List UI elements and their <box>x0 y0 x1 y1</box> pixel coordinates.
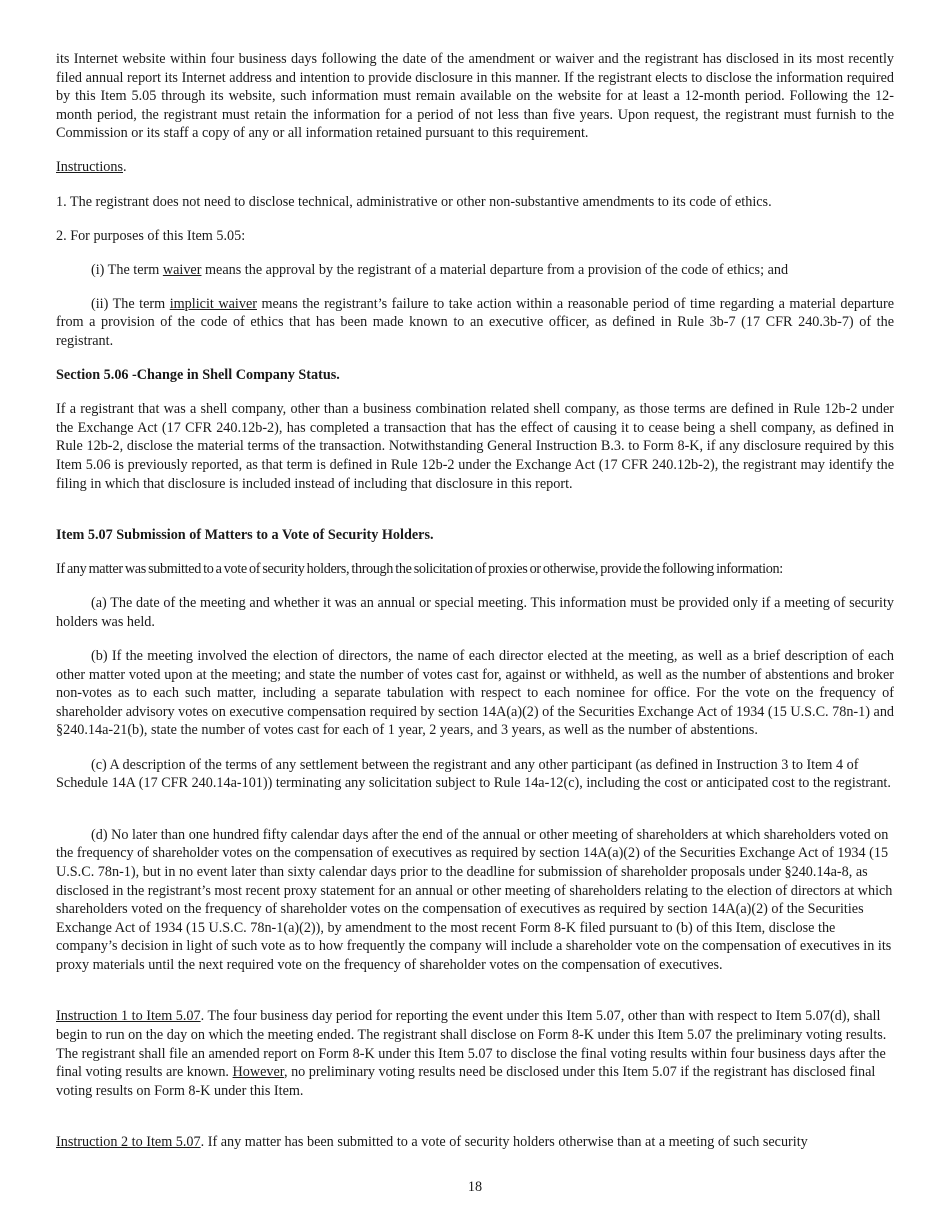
instruction-2-text: . If any matter has been submitted to a vote of security holders otherwise than at a meeting of such security <box>200 1134 808 1151</box>
item-507-lead: If any matter was submitted to a vote of security holders, through the solicitation of proxies or otherwise, provide the following information: <box>56 561 783 578</box>
item-507-a: (a) The date of the meeting and whether it was an annual or special meeting. This information must be provided only if a meeting of security holders was held. <box>56 595 894 630</box>
instruction-1: 1. The registrant does not need to disclose technical, administrative or other non-substantive amendments to its code of ethics. <box>56 193 772 210</box>
instruction-2: 2. For purposes of this Item 5.05: <box>56 227 246 244</box>
instruction-2-label: Instruction 2 to Item 5.07 <box>56 1134 201 1151</box>
section-506-body: If a registrant that was a shell company, other than a business combination related shell company, as those terms are defined in Rule 12b-2 under the Exchange Act (17 CFR 240.12b-2), has completed a transaction that has the effect of causing it to cease being a shell company, as defined in Rule 12b-2, disclose the material terms of the transaction. Notwithstanding General Instruction B.3. to Form 8-K, if any disclosure required by this Item 5.06 is previously reported, as that term is defined in Rule 12b-2 under the Exchange Act (17 CFR 240.12b-2), the registrant may identify the filing in which that disclosure is included instead of including that disclosure in this report. <box>56 401 894 492</box>
instructions-heading <box>56 158 894 177</box>
item-507-d: (d) No later than one hundred fifty calendar days after the end of the annual or other meeting of shareholders at which shareholders voted on the frequency of shareholder votes on the compensation of executives as required by section 14A(a)(2) of the Securities Exchange Act of 1934 (15 U.S.C. 78n-1), but in no event later than sixty calendar days prior to the deadline for submission of shareholder proposals under §240.14a-8, as disclosed in the registrant’s most recent proxy statement for an annual or other meeting of shareholders relating to the election of directors at which shareholders voted on the frequency of shareholder votes on the compensation of executives as required by section 14A(a)(2) of the Securities Exchange Act of 1934 (15 U.S.C. 78n-1(a)(2)), by amendment to the most recent Form 8-K filed pursuant to (b) of this Item, disclose the company’s decision in light of such vote as to how frequently the company will include a shareholder vote on the compensation of executives in its proxy materials until the next required vote on the frequency of shareholder votes on the compensation of executives. <box>56 826 893 973</box>
item-507-b: (b) If the meeting involved the election of directors, the name of each director elected at the meeting, as well as a brief description of each other matter voted upon at the meeting; and state the number of votes cast for, against or withheld, as well as the number of abstentions and broker non-votes as to each such matter, including a separate tabulation with respect to each nominee for office. For the vote on the frequency of shareholder advisory votes on executive compensation required by section 14A(a)(2) of the Securities Exchange Act of 1934 (15 U.S.C. 78n-1) and §240.14a-21(b), state the number of votes cast for each of 1 year, 2 years, and 3 years, as well as the number of abstentions. <box>56 648 895 739</box>
section-506-heading: Section 5.06 -Change in Shell Company Status. <box>56 367 340 384</box>
instructions-label: Instructions <box>56 159 123 176</box>
instruction-2i <box>56 261 894 280</box>
term-implicit-waiver: implicit waiver <box>169 295 257 312</box>
instruction-2ii <box>56 295 894 351</box>
item-507-c: (c) A description of the terms of any settlement between the registrant and any other participant (as defined in Instruction 3 to Item 4 of Schedule 14A (17 CFR 240.14a-101)) terminating any solicitation subject to Rule 14a-12(c), including the cost or anticipated cost to the registrant. <box>56 756 891 792</box>
instruction-1-label: Instruction 1 to Item 5.07 <box>56 1008 201 1025</box>
document-page <box>56 50 894 1152</box>
instruction-1-item-507 <box>56 1007 894 1100</box>
item-507-heading: Item 5.07 Submission of Matters to a Vote of Security Holders. <box>56 527 434 544</box>
instruction-2ii-prefix: (ii) The term <box>91 295 170 312</box>
page-number: 18 <box>467 1179 483 1195</box>
instruction-2-item-507 <box>56 1133 894 1152</box>
instruction-1-text-b: , no preliminary voting results need be disclosed under this Item 5.07 if the registrant has disclosed final voting results on Form 8-K under this Item. <box>56 1064 876 1099</box>
instruction-1-text-a: . The four business day period for reporting the event under this Item 5.07, other than with respect to Item 5.07(d), shall begin to run on the day on which the meeting ended. The registrant shall disclose on Form 8-K under this Item 5.07 the preliminary voting results. The registrant shall file an amended report on Form 8-K under this Item 5.07 to disclose the final voting results within four business days after the final voting results are known. <box>56 1008 887 1081</box>
instructions-period: . <box>123 159 127 176</box>
term-waiver: waiver <box>162 261 202 278</box>
however-term: However <box>232 1064 284 1081</box>
instruction-2i-prefix: (i) The term <box>91 261 163 278</box>
instruction-2i-text: means the approval by the registrant of a material departure from a provision of the code of ethics; and <box>201 261 789 278</box>
instruction-2ii-text: means the registrant’s failure to take action within a reasonable period of time regarding a material departure from a provision of the code of ethics that has been made known to an executive officer, as defined in Rule 3b-7 (17 CFR 240.3b-7) of the registrant. <box>56 295 894 350</box>
paragraph-website-disclosure: its Internet website within four business days following the date of the amendment or waiver and the registrant has disclosed in its most recently filed annual report its Internet address and intention to provide disclosure in this manner. If the registrant elects to disclose the information required by this Item 5.05 through its website, such information must remain available on the website for at least a 12-month period. Following the 12-month period, the registrant must retain the information for a period of not less than five years. Upon request, the registrant must furnish to the Commission or its staff a copy of any or all information retained pursuant to this requirement. <box>56 51 894 142</box>
